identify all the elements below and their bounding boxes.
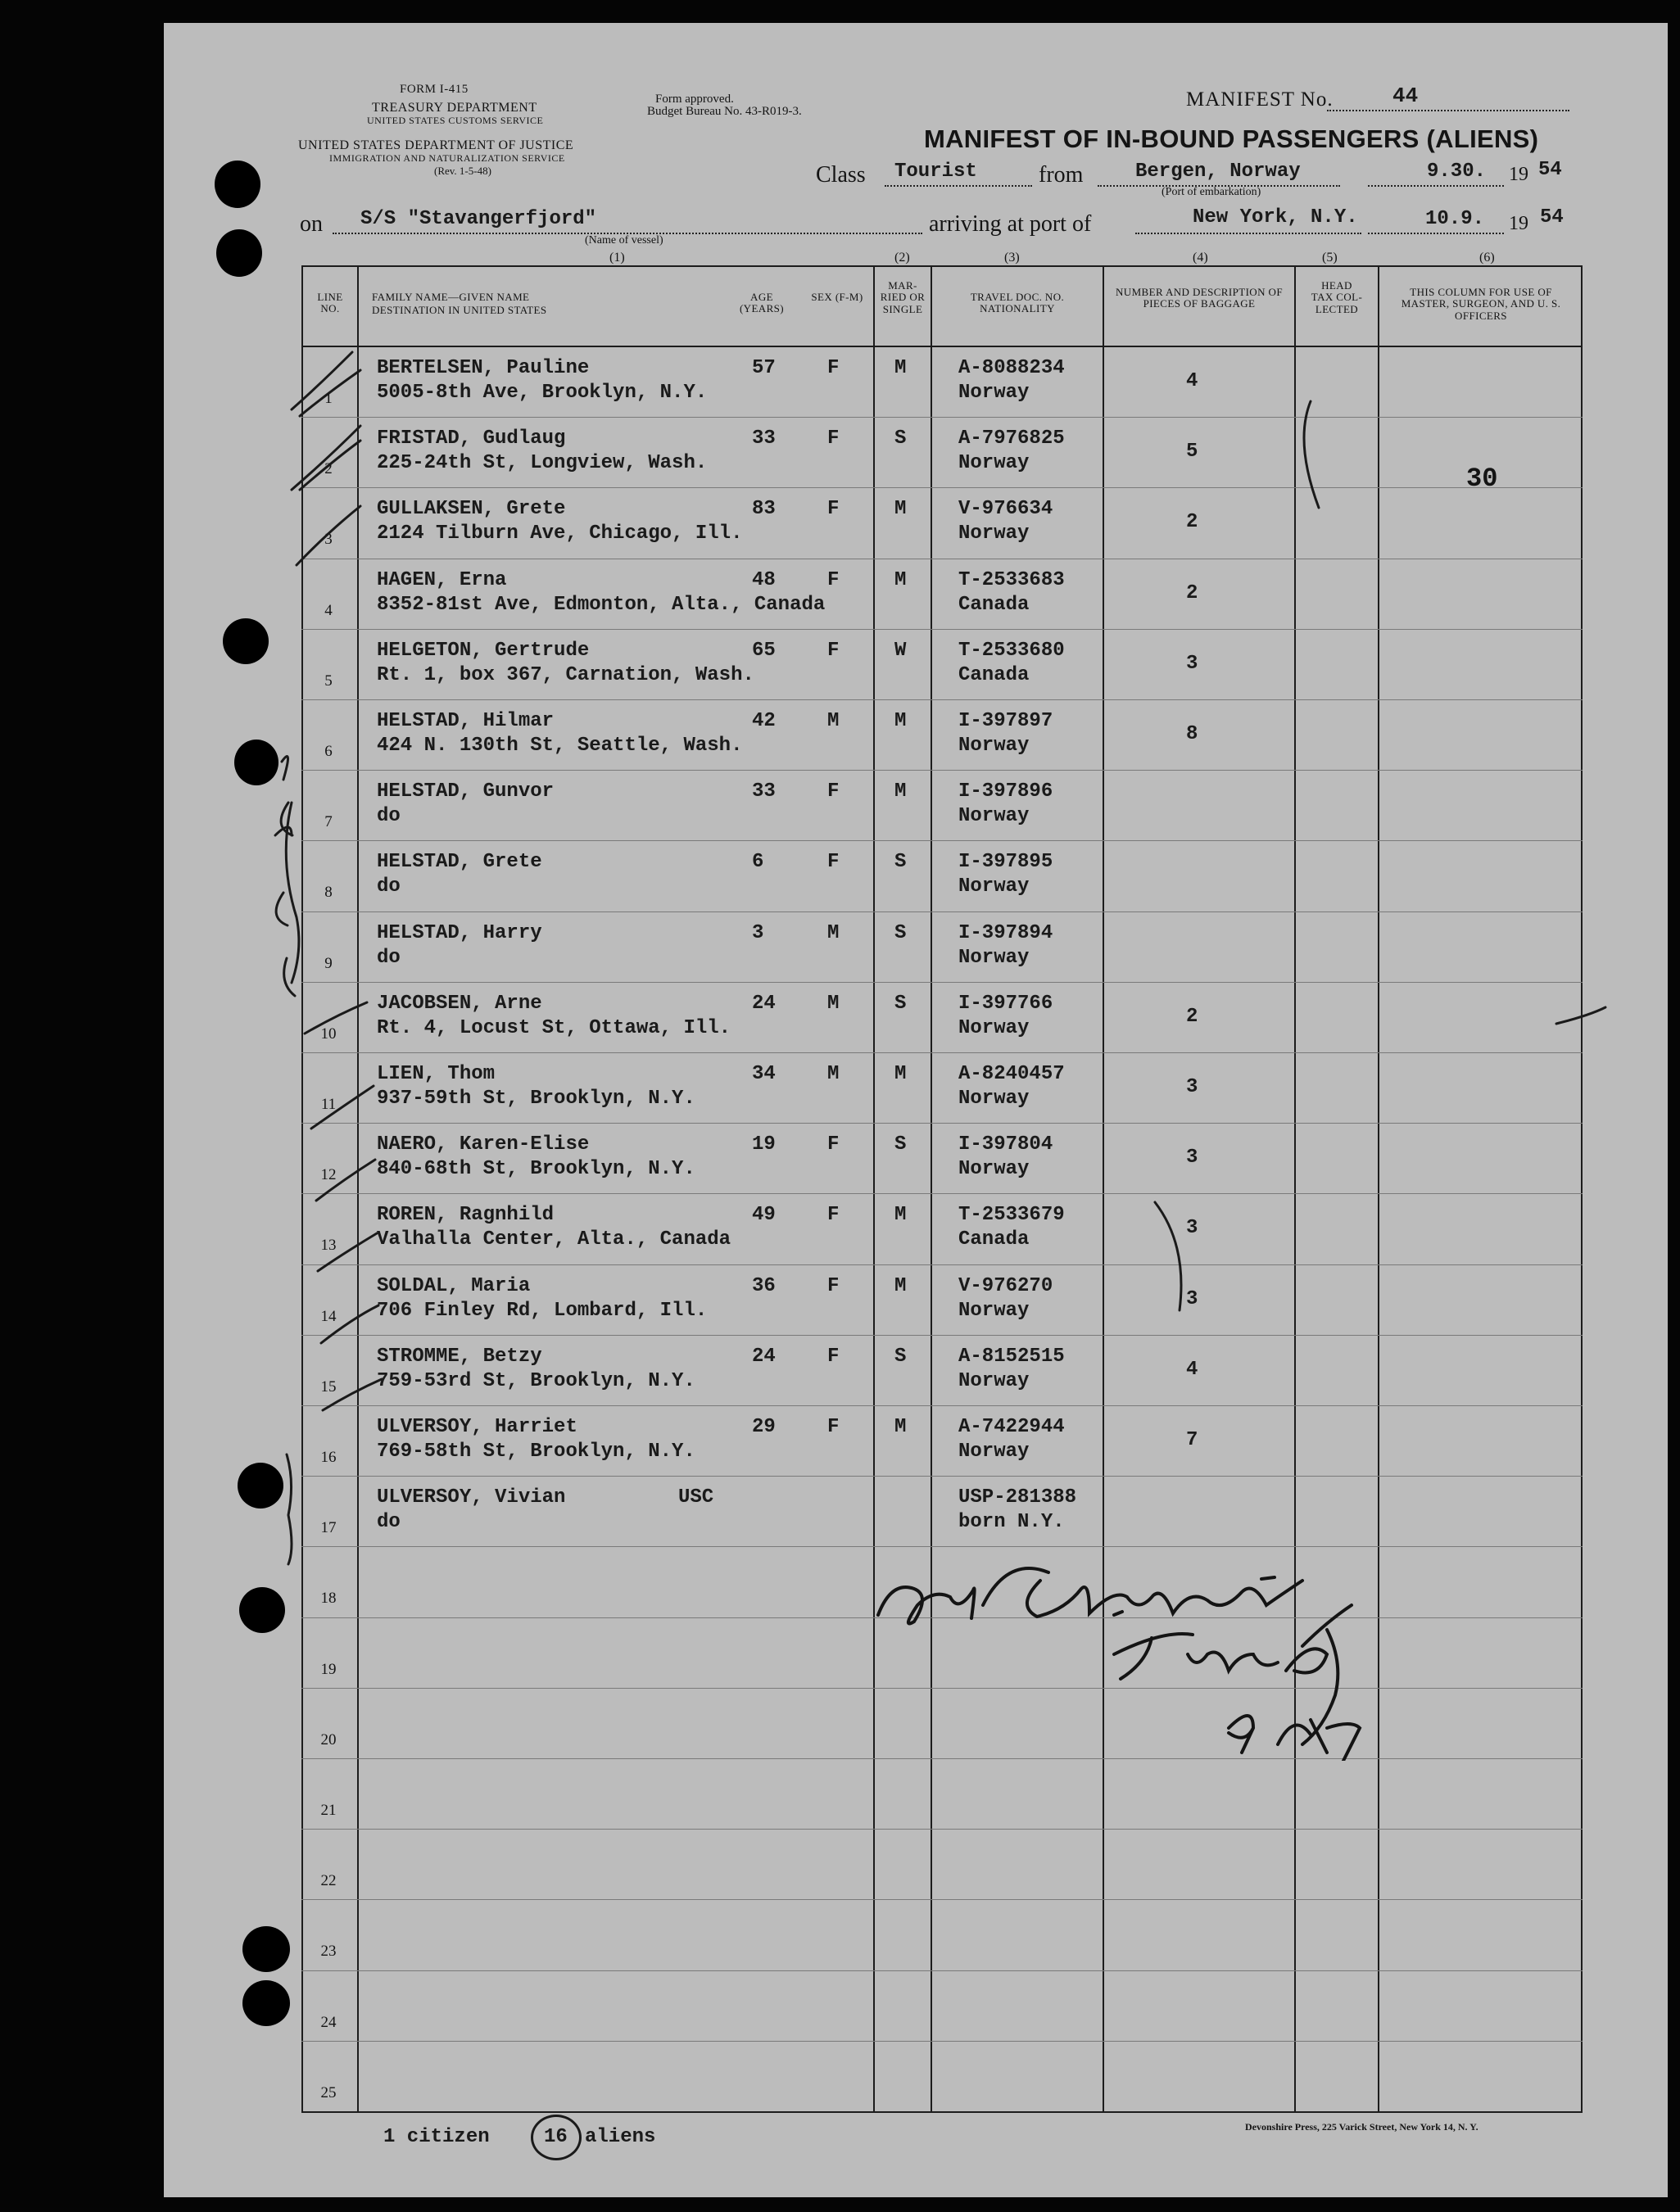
nationality: Norway <box>958 382 1030 404</box>
travel-doc-number: A-8240457 <box>958 1063 1065 1085</box>
nationality: Norway <box>958 805 1030 827</box>
passenger-name: ROREN, Ragnhild <box>377 1204 555 1226</box>
column-number: (6) <box>1479 251 1495 265</box>
passenger-sex: M <box>827 993 840 1015</box>
passenger-name: HELSTAD, Grete <box>377 851 542 873</box>
passenger-destination: do <box>377 875 401 898</box>
page-title: MANIFEST OF IN-BOUND PASSENGERS (ALIENS) <box>924 124 1539 153</box>
baggage-count: 2 <box>1186 582 1198 604</box>
passenger-name: FRISTAD, Gudlaug <box>377 427 566 450</box>
marital-status: M <box>894 1275 907 1297</box>
passenger-sex: F <box>827 1204 840 1226</box>
port-of-embarkation: Bergen, Norway <box>1135 161 1301 183</box>
passenger-name: ULVERSOY, Vivian <box>377 1486 566 1509</box>
line-number: 6 <box>324 743 333 760</box>
passenger-destination: do <box>377 805 401 827</box>
baggage-count: 3 <box>1186 1288 1198 1310</box>
nationality: Norway <box>958 1158 1030 1180</box>
passenger-sex: F <box>827 427 840 450</box>
line-number: 24 <box>320 2014 337 2031</box>
marital-status: S <box>894 922 907 944</box>
header-age: AGE (YEARS) <box>739 291 785 315</box>
marital-status: M <box>894 357 907 379</box>
passenger-name: JACOBSEN, Arne <box>377 993 542 1015</box>
header-travel-doc: TRAVEL DOC. NO. NATIONALITY <box>970 291 1065 315</box>
passenger-age: 19 <box>752 1133 776 1156</box>
travel-doc-number: A-7976825 <box>958 427 1065 450</box>
travel-doc-number: A-8088234 <box>958 357 1065 379</box>
line-number: 11 <box>320 1096 337 1113</box>
passenger-age: 48 <box>752 569 776 591</box>
passenger-age: 36 <box>752 1275 776 1297</box>
baggage-count: 3 <box>1186 1147 1198 1169</box>
marital-status: W <box>894 640 907 662</box>
passenger-destination: 769-58th St, Brooklyn, N.Y. <box>377 1441 695 1463</box>
passenger-age: 57 <box>752 357 776 379</box>
passenger-sex: F <box>827 569 840 591</box>
passenger-sex: F <box>827 1346 840 1368</box>
line-number: 2 <box>324 460 333 477</box>
departure-year: 54 <box>1538 159 1562 181</box>
line-number: 21 <box>320 1802 337 1819</box>
printer-imprint: Devonshire Press, 225 Varick Street, New York 14, N. Y. <box>1245 2121 1478 2133</box>
passenger-age: USC <box>678 1486 714 1509</box>
nationality: Norway <box>958 947 1030 969</box>
line-number: 13 <box>320 1237 337 1254</box>
passenger-sex: M <box>827 922 840 944</box>
passenger-destination: 937-59th St, Brooklyn, N.Y. <box>377 1088 695 1110</box>
marital-status: M <box>894 1063 907 1085</box>
passenger-sex: F <box>827 1275 840 1297</box>
department-of-justice: UNITED STATES DEPARTMENT OF JUSTICE <box>298 138 574 152</box>
passenger-age: 34 <box>752 1063 776 1085</box>
passenger-name: BERTELSEN, Pauline <box>377 357 590 379</box>
travel-doc-number: T-2533679 <box>958 1204 1065 1226</box>
travel-doc-number: V-976634 <box>958 498 1053 520</box>
passenger-sex: F <box>827 1416 840 1438</box>
baggage-count: 8 <box>1186 723 1198 745</box>
marital-status: M <box>894 498 907 520</box>
marital-status: S <box>894 851 907 873</box>
travel-doc-number: T-2533683 <box>958 569 1065 591</box>
passenger-name: ULVERSOY, Harriet <box>377 1416 577 1438</box>
year-prefix: 19 <box>1509 213 1528 234</box>
baggage-count: 3 <box>1186 1217 1198 1239</box>
passenger-name: LIEN, Thom <box>377 1063 496 1085</box>
citizen-count: 1 citizen <box>383 2126 490 2148</box>
passenger-name: SOLDAL, Maria <box>377 1275 531 1297</box>
passenger-destination: 706 Finley Rd, Lombard, Ill. <box>377 1300 708 1322</box>
marital-status: M <box>894 780 907 803</box>
nationality: Canada <box>958 664 1030 686</box>
line-number: 3 <box>324 531 333 548</box>
nationality: Norway <box>958 452 1030 474</box>
marital-status: S <box>894 1346 907 1368</box>
passenger-destination: do <box>377 1511 401 1533</box>
line-number: 7 <box>324 813 333 830</box>
arrival-year: 54 <box>1540 206 1564 228</box>
customs-service: UNITED STATES CUSTOMS SERVICE <box>367 115 544 126</box>
line-number: 4 <box>324 602 333 619</box>
line-number: 10 <box>320 1025 337 1043</box>
line-number: 17 <box>320 1519 337 1536</box>
passenger-name: HAGEN, Erna <box>377 569 507 591</box>
marital-status: M <box>894 710 907 732</box>
passenger-name: HELGETON, Gertrude <box>377 640 590 662</box>
passenger-name: HELSTAD, Harry <box>377 922 542 944</box>
passenger-sex: M <box>827 710 840 732</box>
passenger-destination: Rt. 1, box 367, Carnation, Wash. <box>377 664 754 686</box>
aliens-label: aliens <box>585 2126 656 2148</box>
header-married: MAR-RIED OR SINGLE <box>880 279 926 315</box>
travel-doc-number: I-397897 <box>958 710 1053 732</box>
nationality: Norway <box>958 735 1030 757</box>
header-family-name: FAMILY NAME—GIVEN NAME <box>372 291 530 303</box>
passenger-age: 33 <box>752 780 776 803</box>
passenger-age: 65 <box>752 640 776 662</box>
passenger-name: GULLAKSEN, Grete <box>377 498 566 520</box>
form-approved: Form approved. <box>655 93 734 106</box>
vessel-name: S/S "Stavangerfjord" <box>360 208 597 230</box>
header-destination: DESTINATION IN UNITED STATES <box>372 304 547 316</box>
line-number: 14 <box>320 1308 337 1325</box>
line-number: 22 <box>320 1872 337 1889</box>
passenger-destination: 8352-81st Ave, Edmonton, Alta., Canada <box>377 594 826 616</box>
marital-status: M <box>894 1416 907 1438</box>
arriving-label: arriving at port of <box>929 211 1092 237</box>
line-number: 18 <box>320 1590 337 1607</box>
travel-doc-number: USP-281388 <box>958 1486 1077 1509</box>
passenger-destination: Rt. 4, Locust St, Ottawa, Ill. <box>377 1017 731 1039</box>
arrival-port: New York, N.Y. <box>1193 206 1358 228</box>
travel-doc-number: I-397894 <box>958 922 1053 944</box>
passenger-destination: 225-24th St, Longview, Wash. <box>377 452 708 474</box>
line-number: 16 <box>320 1449 337 1466</box>
travel-doc-number: I-397804 <box>958 1133 1053 1156</box>
class-label: Class <box>816 162 866 188</box>
travel-doc-number: I-397766 <box>958 993 1053 1015</box>
travel-doc-number: V-976270 <box>958 1275 1053 1297</box>
passenger-sex: F <box>827 780 840 803</box>
year-prefix: 19 <box>1509 164 1528 185</box>
nationality: Norway <box>958 1441 1030 1463</box>
nationality: Canada <box>958 1228 1030 1251</box>
line-number: 15 <box>320 1378 337 1396</box>
arrival-date: 10.9. <box>1425 208 1485 230</box>
passenger-age: 83 <box>752 498 776 520</box>
passenger-age: 29 <box>752 1416 776 1438</box>
nationality: Norway <box>958 1370 1030 1392</box>
passenger-name: HELSTAD, Hilmar <box>377 710 555 732</box>
passenger-sex: F <box>827 1133 840 1156</box>
aliens-count: 16 <box>544 2126 568 2148</box>
baggage-count: 2 <box>1186 1006 1198 1028</box>
header-officers: THIS COLUMN FOR USE OF MASTER, SURGEON, AND U. S. OFFICERS <box>1401 286 1561 322</box>
passenger-destination: 840-68th St, Brooklyn, N.Y. <box>377 1158 695 1180</box>
column-number: (1) <box>609 251 625 265</box>
class-value: Tourist <box>894 161 977 183</box>
line-number: 9 <box>324 955 333 972</box>
marital-status: M <box>894 569 907 591</box>
baggage-count: 3 <box>1186 653 1198 675</box>
ins-service: IMMIGRATION AND NATURALIZATION SERVICE <box>329 152 565 164</box>
treasury-department: TREASURY DEPARTMENT <box>372 101 537 115</box>
baggage-count: 5 <box>1186 441 1198 463</box>
nationality: born N.Y. <box>958 1511 1065 1533</box>
passenger-age: 6 <box>752 851 764 873</box>
passenger-destination: 2124 Tilburn Ave, Chicago, Ill. <box>377 522 743 545</box>
passenger-destination: 759-53rd St, Brooklyn, N.Y. <box>377 1370 695 1392</box>
travel-doc-number: A-7422944 <box>958 1416 1065 1438</box>
passenger-sex: M <box>827 1063 840 1085</box>
marital-status: M <box>894 1204 907 1226</box>
marital-status: S <box>894 427 907 450</box>
line-number: 8 <box>324 884 333 901</box>
passenger-age: 24 <box>752 1346 776 1368</box>
travel-doc-number: T-2533680 <box>958 640 1065 662</box>
vessel-caption: (Name of vessel) <box>585 234 663 247</box>
passenger-sex: F <box>827 357 840 379</box>
travel-doc-number: I-397895 <box>958 851 1053 873</box>
nationality: Norway <box>958 1017 1030 1039</box>
form-number: FORM I-415 <box>400 83 469 96</box>
passenger-destination: 424 N. 130th St, Seattle, Wash. <box>377 735 743 757</box>
line-number: 23 <box>320 1943 337 1960</box>
travel-doc-number: A-8152515 <box>958 1346 1065 1368</box>
nationality: Norway <box>958 1088 1030 1110</box>
nationality: Norway <box>958 1300 1030 1322</box>
manifest-number: 44 <box>1392 84 1419 108</box>
baggage-count: 7 <box>1186 1429 1198 1451</box>
header-sex: SEX (F-M) <box>811 291 863 303</box>
travel-doc-number: I-397896 <box>958 780 1053 803</box>
nationality: Norway <box>958 875 1030 898</box>
passenger-sex: F <box>827 640 840 662</box>
passenger-age: 49 <box>752 1204 776 1226</box>
passenger-name: HELSTAD, Gunvor <box>377 780 555 803</box>
passenger-destination: do <box>377 947 401 969</box>
baggage-count: 4 <box>1186 1359 1198 1381</box>
line-number: 19 <box>320 1661 337 1678</box>
revision: (Rev. 1-5-48) <box>434 165 491 177</box>
passenger-age: 24 <box>752 993 776 1015</box>
passenger-age: 3 <box>752 922 764 944</box>
passenger-destination: 5005-8th Ave, Brooklyn, N.Y. <box>377 382 708 404</box>
budget-bureau: Budget Bureau No. 43-R019-3. <box>647 105 802 118</box>
passenger-sex: F <box>827 851 840 873</box>
passenger-age: 33 <box>752 427 776 450</box>
marital-status: S <box>894 993 907 1015</box>
from-label: from <box>1039 162 1084 188</box>
passenger-destination: Valhalla Center, Alta., Canada <box>377 1228 731 1251</box>
nationality: Canada <box>958 594 1030 616</box>
officer-mark: 30 <box>1466 464 1498 494</box>
line-number: 25 <box>320 2084 337 2101</box>
on-label: on <box>300 211 323 237</box>
baggage-count: 4 <box>1186 370 1198 392</box>
manifest-number-label: MANIFEST No. <box>1186 88 1334 111</box>
departure-date: 9.30. <box>1427 161 1487 183</box>
passenger-name: STROMME, Betzy <box>377 1346 542 1368</box>
nationality: Norway <box>958 522 1030 545</box>
column-number: (5) <box>1322 251 1338 265</box>
column-number: (2) <box>894 251 910 265</box>
passenger-sex: F <box>827 498 840 520</box>
baggage-count: 2 <box>1186 511 1198 533</box>
line-number: 5 <box>324 672 333 690</box>
header-line-no: LINE NO. <box>317 291 343 315</box>
header-baggage: NUMBER AND DESCRIPTION OF PIECES OF BAGGAGE <box>1116 286 1283 310</box>
baggage-count: 3 <box>1186 1076 1198 1098</box>
line-number: 1 <box>324 390 333 407</box>
officer-signature <box>868 1548 1392 1761</box>
passenger-name: NAERO, Karen-Elise <box>377 1133 590 1156</box>
column-number: (4) <box>1193 251 1208 265</box>
port-embark-caption: (Port of embarkation) <box>1162 186 1261 198</box>
passenger-age: 42 <box>752 710 776 732</box>
column-number: (3) <box>1004 251 1020 265</box>
marital-status: S <box>894 1133 907 1156</box>
header-head-tax: HEAD TAX COL-LECTED <box>1311 279 1363 315</box>
line-number: 12 <box>320 1166 337 1183</box>
line-number: 20 <box>320 1731 337 1748</box>
